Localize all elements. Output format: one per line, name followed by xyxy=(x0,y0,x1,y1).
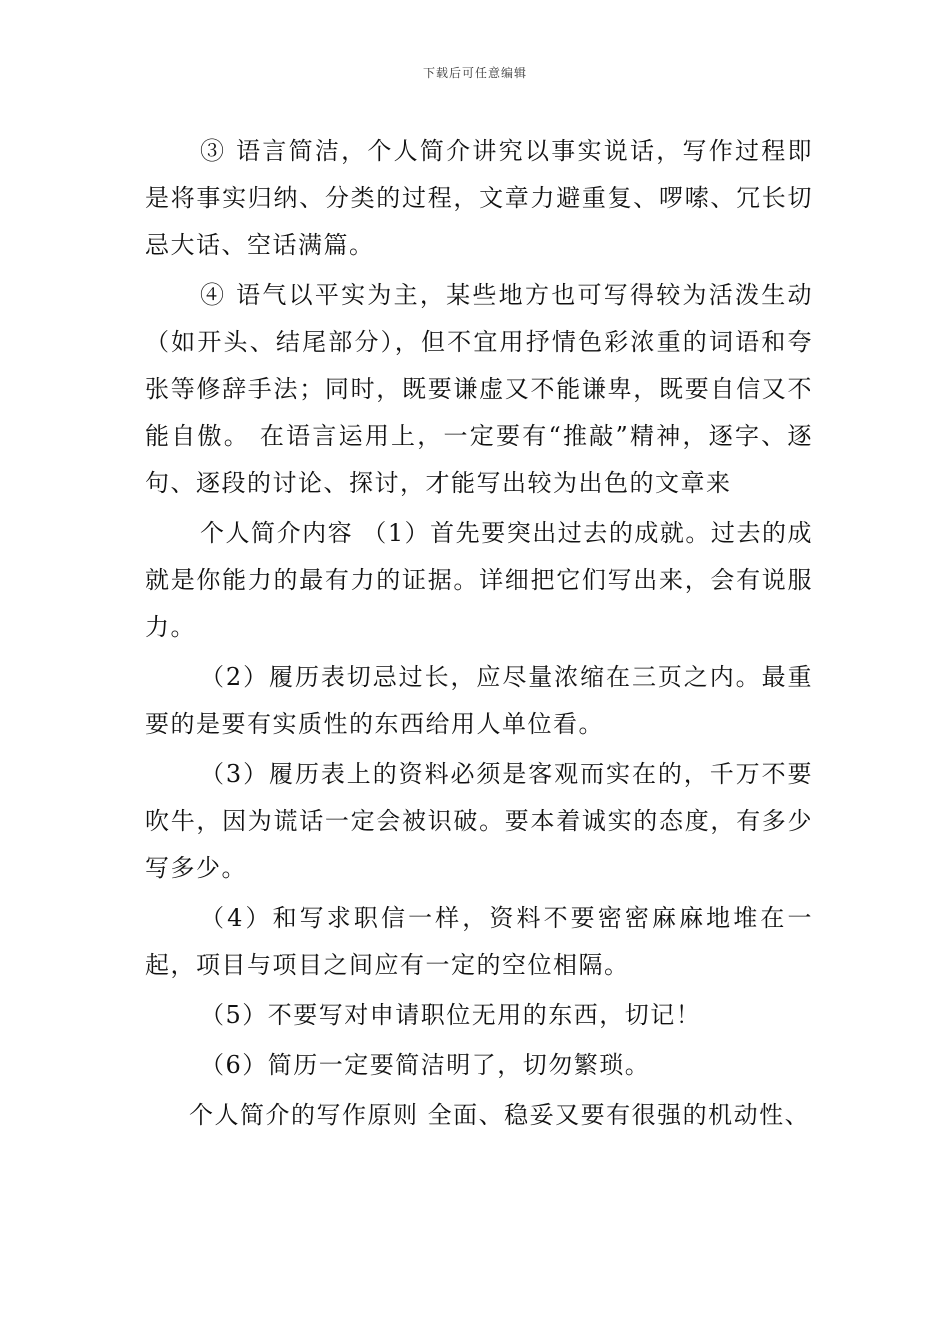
document-body xyxy=(145,128,813,1142)
paragraph-language-concise: ③ 语言简洁，个人简介讲究以事实说话，写作过程即是将事实归纳、分类的过程，文章力避重复、啰嗦、冗长切忌大话、空话满篇。 xyxy=(145,137,813,259)
paragraph-content-2: （2）履历表切忌过长，应尽量浓缩在三页之内。最重要的是要有实质性的东西给用人单位看。 xyxy=(145,663,813,738)
page-header: 下载后可任意编辑 xyxy=(422,66,527,80)
paragraph-content-4: （4）和写求职信一样，资料不要密密麻麻地堆在一起，项目与项目之间应有一定的空位相隔。 xyxy=(145,904,813,979)
paragraph-content-6: （6）简历一定要简洁明了，切勿繁琐。 xyxy=(200,1051,651,1079)
paragraph-content-3: （3）履历表上的资料必须是客观而实在的，千万不要吹牛，因为谎话一定会被识破。要本着诚实的态度，有多少写多少。 xyxy=(145,760,813,882)
paragraph-content-5: （5）不要写对申请职位无用的东西，切记！ xyxy=(200,1001,702,1029)
paragraph-content-1: 个人简介内容 （1）首先要突出过去的成就。过去的成就是你能力的最有力的证据。详细把它们写出来，会有说服力。 xyxy=(145,519,813,641)
paragraph-tone: ④ 语气以平实为主，某些地方也可写得较为活泼生动（如开头、结尾部分），但不宜用抒情色彩浓重的词语和夸张等修辞手法；同时，既要谦虚又不能谦卑，既要自信又不能自傲。 在语言运用上，一定要有“推敲”精神，逐字、逐句、逐段的讨论、探讨，才能写出较为出色的文章来 xyxy=(145,281,813,497)
paragraph-principles: 个人简介的写作原则 全面、稳妥又要有很强的机动性、 xyxy=(189,1101,811,1129)
